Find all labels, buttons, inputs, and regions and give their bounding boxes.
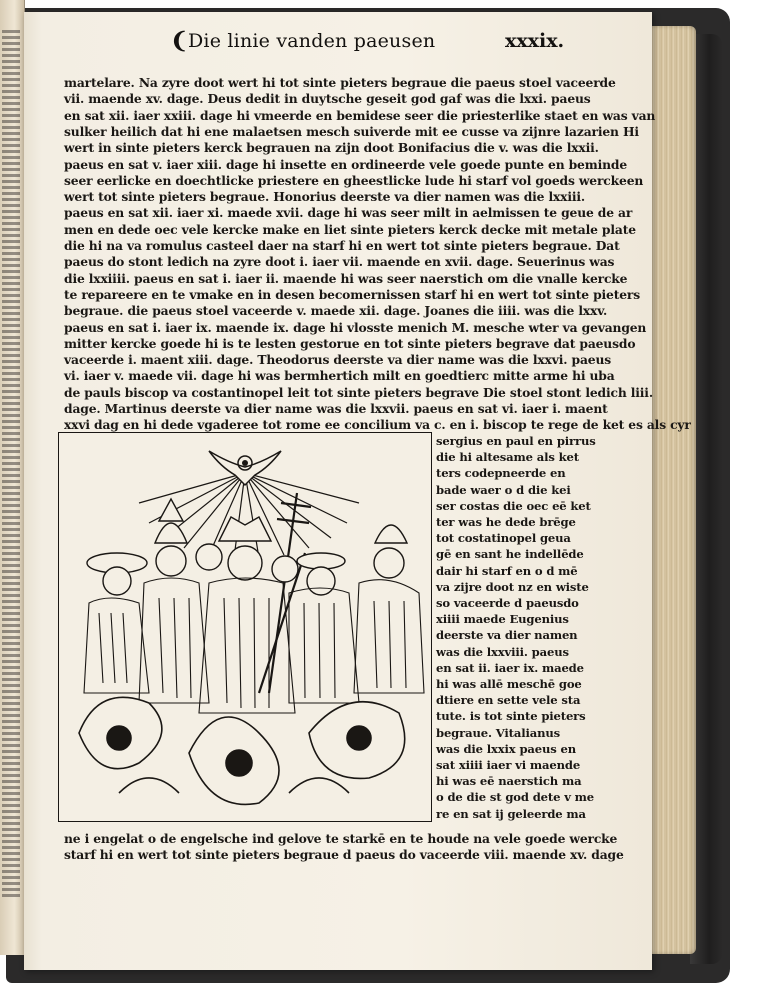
text-line: men en dede oec vele kercke make en liet sinte pieters kerck decke mit metale plate [64,221,636,237]
text-line: die hi na va romulus casteel daer na starf hi en wert tot sinte pieters begraue. Dat [64,238,620,253]
text-line: starf hi en wert tot sinte pieters begraue d paeus do vaceerde viii. maende xv. dage [64,847,624,863]
woodcut-illustration [58,432,432,822]
text-line: sergius en paul en pirrus [436,434,596,448]
text-line: en sat ii. iaer ix. maede [436,660,584,675]
folio-number: xxxix. [505,30,565,52]
header-title: Die linie vanden paeusen [188,30,436,52]
text-line: gē en sant he indellēde [436,547,584,562]
text-line: begraue. Vitalianus [436,725,561,740]
text-line: hi was eē naerstich ma [436,774,582,789]
text-line: ser costas die oec eē ket [436,498,591,513]
text-line: sulker heilich dat hi ene malaetsen mesch suiverde mit ee cusse va zijnre lazarien Hi [64,123,639,139]
text-line: mitter kercke goede hi is te lesten gestorue en tot sinte pieters begrave dat paeusdo [64,335,636,351]
text-line: die lxxiiii. paeus en sat i. iaer ii. maende hi was seer naerstich om die vnalle kercke [64,270,628,286]
text-line: vaceerde i. maent xiii. dage. Theodorus deerste va dier name was die lxxvi. paeus [64,352,612,368]
text-line: was die lxxviii. paeus [436,644,569,659]
text-line: so vaceerde d paeusdo [436,596,579,610]
text-line: de pauls biscop va costantinopel leit tot sinte pieters begrave Die stoel stont ledich liii. [64,384,653,400]
running-header [170,26,590,56]
woodcut-drawing [59,433,431,821]
text-line: ters codepneerde en [436,466,566,481]
text-line: tute. is tot sinte pieters [436,709,586,724]
pilcrow-mark: ❨ [170,28,189,54]
text-line: vii. maende xv. dage. Deus dedit in duytsche geseit god gaf was die lxxi. paeus [64,91,591,107]
text-line: deerste va dier namen [436,628,578,643]
text-line: paeus en sat v. iaer xiii. dage hi insette en ordineerde vele goede punte en beminde [64,156,628,172]
text-line: te repareere en te vmake en in desen becomernissen starf hi en wert tot sinte pieters [64,286,641,302]
text-line: bade waer o d die kei [436,482,571,497]
text-line: was die lxxix paeus en [436,741,577,756]
text-line: paeus en sat xii. iaer xi. maede xvii. dage hi was seer milt in aelmissen te geue de ar [64,205,633,221]
robes-hatching [84,578,424,713]
text-line: begraue. die paeus stoel vaceerde v. maede xii. dage. Joanes die iiii. was die lxxv. [64,303,608,319]
text-line: ne i engelat o de engelsche ind gelove te starkē en te houde na vele goede wercke [64,831,618,846]
text-line: va zijre doot nz en wiste [436,579,589,594]
clergy-figures-icon [87,499,407,595]
text-line: wert tot sinte pieters begraue. Honorius deerste va dier namen was die lxxiii. [64,189,586,205]
text-line: dtiere en sette vele sta [436,693,581,708]
text-line: hi was allē meschē goe [436,677,582,691]
text-line: die hi altesame als ket [436,450,579,465]
text-line: sat xiiii iaer vi maende [436,758,581,772]
text-line: ter was he dede brēge [436,515,576,529]
text-line: dair hi starf en o d mē [436,563,578,578]
text-line: en sat xii. iaer xxiii. dage hi vmeerde en bemidese seer die priesterlike staet en was van [64,107,656,123]
text-line: xiiii maede Eugenius [436,612,569,627]
text-line: o de die st god dete v me [436,790,595,805]
text-line: re en sat ij geleerde ma [436,806,586,821]
text-line: tot costatinopel geua [436,531,571,546]
text-line: paeus do stont ledich na zyre doot i. iaer vii. maende en xvii. dage. Seuerinus was [64,254,615,270]
text-line: seer eerlicke en doechtlicke priestere en gheestlicke lude hi starf vol goeds werckeen [64,172,644,188]
text-line: vi. iaer v. maede vii. dage hi was bermhertich milt en goedtierc mitte arme hi uba [64,368,615,384]
text-line: paeus en sat i. iaer ix. maende ix. dage hi vlosste menich M. mesche wter va gevangen [64,319,647,335]
text-line: dage. Martinus deerste va dier name was die lxxvii. paeus en sat vi. iaer i. maent [64,401,608,416]
text-line: wert in sinte pieters kerck begrauen na zijn doot Bonifacius die v. was die lxxii. [64,140,599,156]
text-line: xxvi dag en hi dede vgaderee tot rome ee concilium va c. en i. biscop te rege de ket es als cyr [64,417,691,433]
text-line: martelare. Na zyre doot wert hi tot sinte pieters begraue die paeus stoel vaceerde [64,75,616,90]
